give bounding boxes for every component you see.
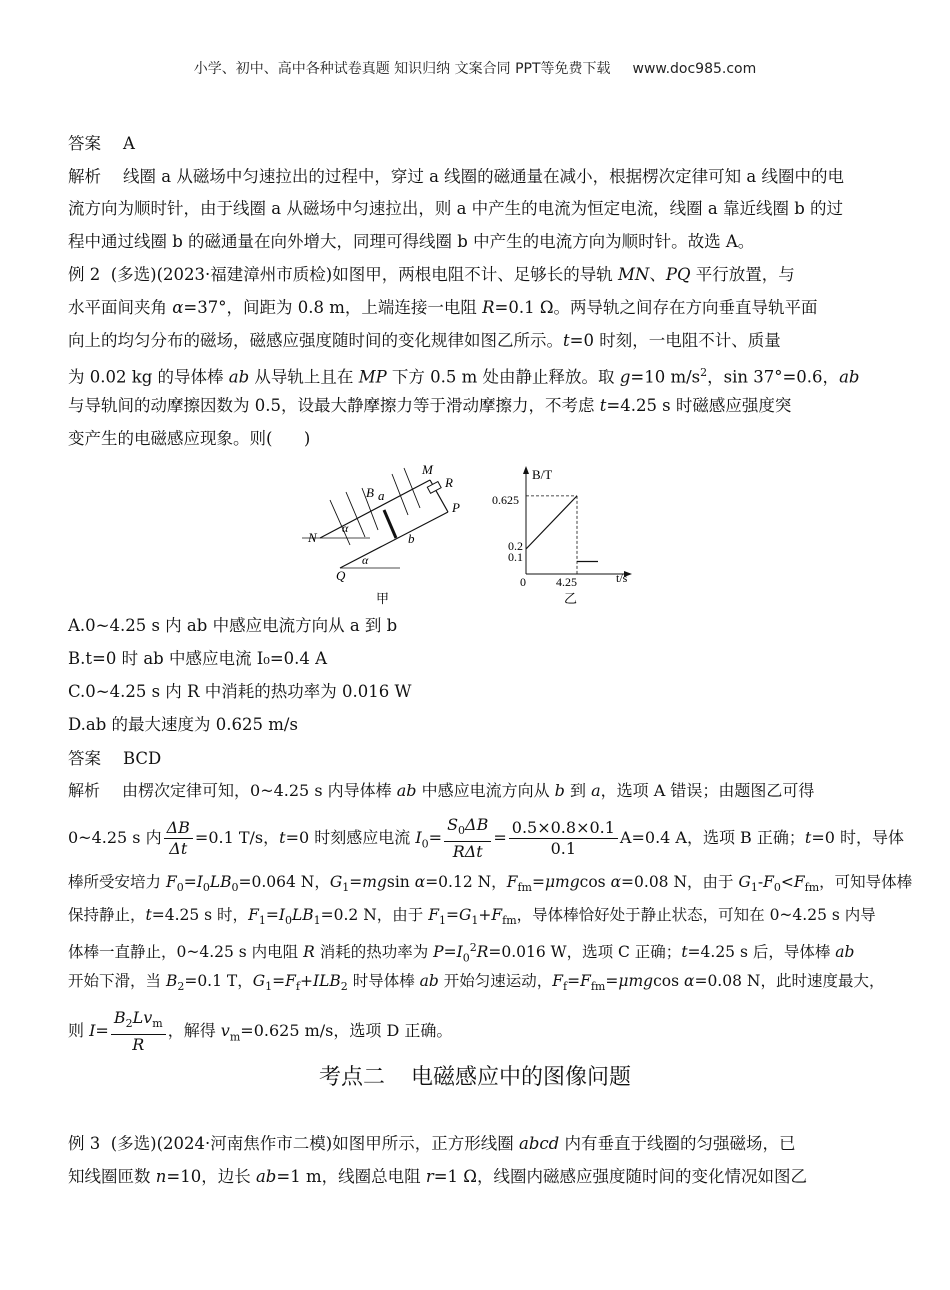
example-2-line: 水平面间夹角 α=37°，间距为 0.8 m，上端连接一电阻 R=0.1 Ω。两导轨之间存在方向垂直导轨平面 [68,298,818,317]
answer-value: A [123,134,135,153]
tick-label-02: 0.2 [508,539,523,553]
tick-label-0: 0 [520,575,526,589]
resistor-r [427,482,441,494]
label-n: N [308,530,317,545]
analysis-line: 体棒一直静止，0~4.25 s 内电阻 R 消耗的热功率为 $P=I_0^2R=0.016$ W，选项 C 正确；t=4.25 s 后，导体棒 ab [68,941,855,965]
x-axis-label: t/s [616,571,628,585]
analysis-label: 解析 [68,167,101,186]
label-alpha-2: α [362,553,369,567]
header-text: 小学、初中、高中各种试卷真题 知识归纳 文案合同 PPT等免费下载 [193,61,611,77]
section-title: 电磁感应中的图像问题 [411,1065,632,1090]
example-label: 例 2 [68,265,101,284]
example-2-line: 为 0.02 kg 的导体棒 ab 从导轨上且在 MP 下方 0.5 m 处由静止释放。取 g=10 $m/s^2$，sin 37°=0.6，ab [68,366,860,387]
answer-value: BCD [123,749,162,768]
rod-ab [384,510,396,538]
analysis-line: 程中通过线圈 b 的磁通量在向外增大，同理可得线圈 b 中产生的电流方向为顺时针。故选 A。 [68,232,755,251]
label-p: P [452,500,460,515]
example-label: 例 3 [68,1134,101,1153]
analysis-line: 棒所受安培力 $F_0=I_0LB_0=0.064$ N，$G_1=mgsin$ α=0.12 N，$F_{fm}=\mu mgcos$ α=0.08 N，由于 $G_1-F_0<F_{fm}$，可知导体棒 [68,873,913,895]
option-b[interactable]: B.t=0 时 ab 中感应电流 I₀=0.4 A [68,649,328,668]
example-2-line: 变产生的电磁感应现象。则( ) [68,429,311,448]
y-axis-label: B/T [532,467,553,482]
option-a[interactable]: A.0~4.25 s 内 ab 中感应电流方向从 a 到 b [68,616,398,635]
figure-jia [300,460,480,610]
rail-pq [340,512,448,568]
analysis-line: 开始下滑，当 $B_2=0.1$ T，$G_1=F_f+ILB_2$ 时导体棒 ab 开始匀速运动，$F_f=F_{fm}=\mu mgcos$ α=0.08 N，此时速度最大， [68,972,885,994]
tick-label-0625: 0.625 [492,493,519,507]
section-heading [0,1060,950,1091]
label-b-rod: b [408,531,415,546]
page-header [0,58,950,78]
example-2-line: 与导轨间的动摩擦因数为 0.5，设最大静摩擦力等于滑动摩擦力，不考虑 t=4.25 s 时磁感应强度突 [68,396,792,415]
example-tag: (多选)(2024·河南焦作市二模) [110,1134,333,1153]
option-c[interactable]: C.0~4.25 s 内 R 中消耗的热功率为 0.016 W [68,682,412,701]
analysis-line: 保持静止，t=4.25 s 时，$F_1=I_0LB_1=0.2$ N，由于 $F_1=G_1+F_{fm}$，导体棒恰好处于静止状态，可知在 0~4.25 s 内导 [68,906,876,928]
example-2-line: 向上的均匀分布的磁场，磁感应强度随时间的变化规律如图乙所示。t=0 时刻，一电阻不计、质量 [68,331,781,350]
analysis-line: 则 I= $\frac{B_2Lv_m}{R}$ ，解得 $v_m=0.625$ m/s，选项 D 正确。 [68,1008,453,1055]
example-3-line: 知线圈匝数 n=10，边长 ab=1 m，线圈总电阻 r=1 Ω，线圈内磁感应强度随时间的变化情况如图乙 [68,1167,807,1186]
y-axis-arrow [523,466,529,474]
analysis-line: 流方向为顺时针，由于线圈 a 从磁场中匀速拉出，则 a 中产生的电流为恒定电流，线圈 a 靠近线圈 b 的过 [68,199,844,218]
figure-yi [490,462,650,610]
header-site[interactable]: www.doc985.com [632,61,757,77]
label-q: Q [336,568,346,583]
analysis-text: 线圈 a 从磁场中匀速拉出的过程中，穿过 a 线圈的磁通量在减小，根据楞次定律可知 a 线圈中的电 [123,167,844,186]
answer-line [68,133,888,155]
answer-label: 答案 [68,749,101,768]
example-tag: (多选)(2023·福建漳州市质检) [110,265,333,284]
analysis-label: 解析 [68,781,101,800]
caption-jia: 甲 [376,591,390,606]
answer-label: 答案 [68,134,101,153]
label-r: R [445,475,453,490]
option-d[interactable]: D.ab 的最大速度为 0.625 m/s [68,715,298,734]
analysis-line [68,166,888,188]
label-alpha-1: α [342,521,349,535]
caption-yi: 乙 [564,591,578,606]
analysis-line: 0~4.25 s 内 $\frac{\Delta B}{\Delta t}$ =0.1 T/s，t=0 时刻感应电流 $I_0=$ $\frac{S_0\Delta B}{\text{RΔt}}$ = $\frac{0.5\times 0.8\times 0.1}{0.1}$ A=0.4 A，选项 B 正确；t=0 时，导体 [68,815,905,862]
label-a: a [378,488,385,503]
example-2-line: 例 2 (多选)(2023·福建漳州市质检)如图甲，两根电阻不计、足够长的导轨 MN、PQ 平行放置，与 [68,265,795,284]
series-segment-0 [526,496,577,549]
label-b-field: B [366,485,374,500]
tick-label-01: 0.1 [508,550,523,564]
tick-label-425: 4.25 [556,575,577,589]
example-3-line: 例 3 (多选)(2024·河南焦作市二模)如图甲所示，正方形线圈 abcd 内有垂直于线圈的匀强磁场，已 [68,1134,796,1153]
answer-line [68,748,888,770]
section-number: 考点二 [318,1065,385,1090]
label-m: M [422,462,433,477]
analysis-line: 解析 由楞次定律可知，0~4.25 s 内导体棒 ab 中感应电流方向从 b 到 a，选项 A 错误；由题图乙可得 [68,781,815,800]
